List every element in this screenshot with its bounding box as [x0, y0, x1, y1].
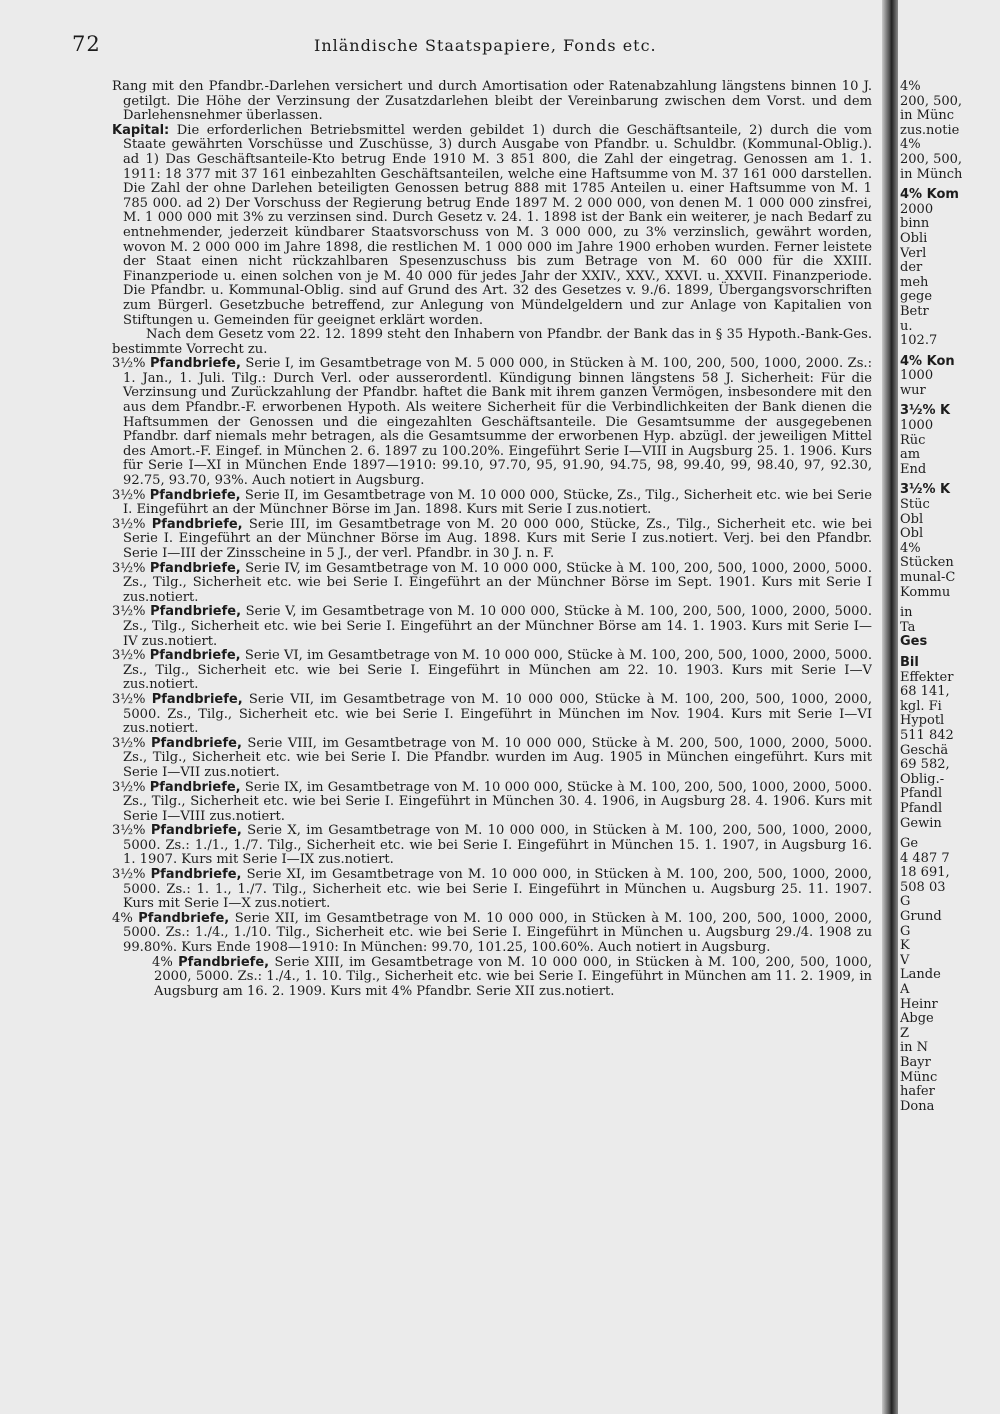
right-column-fragment: Stüc — [900, 497, 930, 513]
entry-title: Pfandbriefe, — [150, 823, 242, 839]
entry-rate: 3½% — [112, 356, 146, 372]
entry-text: Serie VII, im Gesamtbetrage von M. 10 000 000, Stücke à M. 100, 200, 500, 1000, 2000, 5000. Zs., Tilg., Sicherheit etc. wie bei Serie I. Eingeführt in München im Nov. 1904. Kurs mit Serie I—VI zus.notiert. — [123, 691, 872, 737]
pfandbrief-entries — [112, 357, 872, 955]
right-column-fragment: 200, 500, — [900, 93, 963, 109]
entry-rate: 3½% — [112, 823, 146, 839]
right-column-fragment: Gewin — [900, 815, 942, 831]
entry-title: Pfandbriefe, — [149, 487, 241, 503]
right-column-fragment: 4% — [900, 540, 921, 556]
page-header — [72, 32, 877, 68]
intro-paragraph: Rang mit den Pfandbr.-Darlehen versichert und durch Amortisation oder Ratenabzahlung längstens binnen 10 J. getilgt. Die Höhe der Verzinsung der Zusatzdarlehen bleibt der Vereinbarung zwischen dem Vorst. und dem Darlehensnehmer überlassen. — [112, 80, 872, 124]
right-column-fragment: wur — [900, 382, 926, 398]
right-column-fragment: Abge — [900, 1011, 934, 1027]
pfandbrief-entry — [112, 781, 872, 825]
entry-rate: 3½% — [112, 516, 146, 532]
running-title: Inländische Staatspapiere, Fonds etc. — [314, 36, 657, 55]
page-number: 72 — [72, 32, 101, 56]
right-column-fragment: 200, 500, — [900, 151, 963, 167]
right-column-fragment: Pfandl — [900, 800, 943, 816]
main-column — [112, 80, 872, 1404]
entry-title: Pfandbriefe, — [149, 356, 241, 372]
right-column-fragment: Obl — [900, 526, 924, 542]
right-column-fragment: Münc — [900, 1069, 938, 1085]
entry-text: Serie I, im Gesamtbetrage von M. 5 000 000, in Stücken à M. 100, 200, 500, 1000, 2000. Zs.: 1. Jan., 1. Juli. Tilg.: Durch Verl. oder ausserordentl. Kündigung binnen längstens 58 J. Sicherheit: Für die Verzinsung und Zurückzahlung der Pfandbr. haftet die Bank mit ihrem ganzen Vermögen, insbesondere mit den aus dem Pfandbr.-F. erworbenen Hypoth. Als weitere Sicherheit für die Verbindlichkeiten der Bank dienen die Haftsummen der Genossen und die eingezahlten Geschäftsanteile. Die Gesamtsumme der ausgegebenen Pfandbr. darf niemals mehr betragen, als die Gesamtsumme der erworbenen Hyp. abzügl. der jeweiligen Mittel des Amort.-F. Eingef. in München 2. 6. 1897 zu 100.20%. Eingeführt Serie I—VIII in Augsburg 25. 1. 1906. Kurs für Serie I—XI in München Ende 1897—1910: 99.10, 97.70, 95, 91.90, 94.75, 98, 99.40, 99, 98.40, 97, 92.30, 92.75, 93.70, 93%. Auch notiert in Augsburg. — [123, 356, 872, 489]
right-column-fragment: 69 582, — [900, 757, 950, 773]
pfandbrief-entry — [112, 737, 872, 781]
book-gutter — [882, 0, 898, 1414]
pfandbrief-entry — [112, 868, 872, 912]
entry-title: Pfandbriefe, — [150, 867, 242, 883]
right-column-fragment: in Münc — [900, 108, 954, 124]
right-column-fragment: Bil — [900, 654, 919, 670]
last-entry — [112, 956, 872, 1000]
right-column-fragment: 4% Kom — [900, 187, 959, 203]
right-column-fragment: Oblig.- — [900, 771, 945, 787]
entry-rate: 4% — [112, 910, 133, 926]
entry-title: Pfandbriefe, — [178, 954, 270, 970]
right-column-fragment: der — [900, 260, 923, 276]
right-column-fragment: zus.notie — [900, 122, 960, 138]
right-column-fragment: 4% Kon — [900, 353, 955, 369]
right-column-fragment: Ta — [900, 619, 916, 635]
right-column-fragment: Ge — [900, 836, 919, 852]
right-column-fragment: binn — [900, 216, 930, 232]
right-column-fragment: Ges — [900, 634, 928, 650]
right-column-fragment: 3½% K — [900, 403, 951, 419]
right-column-fragment: in Münch — [900, 166, 963, 182]
right-column-fragment: 1000 — [900, 368, 934, 384]
entry-text: Serie IV, im Gesamtbetrage von M. 10 000 000, Stücke à M. 100, 200, 500, 1000, 2000, 5000. Zs., Tilg., Sicherheit etc. wie bei Serie I. Eingeführt an der Münchner Börse im Sept. 1901. Kurs mit Serie I zus.notiert. — [123, 560, 872, 605]
right-column-fragment: meh — [900, 274, 929, 290]
entry-rate: 3½% — [112, 735, 146, 751]
right-column-fragment: Geschä — [900, 742, 949, 758]
gesetz-paragraph: Nach dem Gesetz vom 22. 12. 1899 steht den Inhabern von Pfandbr. der Bank das in § 35 Hypoth.-Bank-Ges. bestimmte Vorrecht zu. — [112, 327, 872, 357]
right-column-fragment: hafer — [900, 1084, 935, 1100]
entry-title: Pfandbriefe, — [151, 691, 243, 707]
pfandbrief-entry — [112, 518, 872, 562]
right-column-fragment: Rüc — [900, 432, 926, 448]
entry-title: Pfandbriefe, — [150, 604, 242, 620]
entry-title: Pfandbriefe, — [149, 779, 241, 795]
right-column-fragment: Lande — [900, 967, 941, 983]
right-column-fragment: kgl. Fi — [900, 698, 942, 714]
pfandbrief-entry — [112, 824, 872, 868]
entry-text: Serie XI, im Gesamtbetrage von M. 10 000 000, in Stücken à M. 100, 200, 500, 1000, 2000, 5000. Zs.: 1. 1., 1./7. Tilg., Sicherheit etc. wie bei Serie I. Eingeführt in München u. Augsburg 25. 11. 1907. Kurs mit Serie I—X zus.notiert. — [123, 867, 872, 912]
pfandbrief-entry — [112, 489, 872, 518]
right-column-fragment: 4% — [900, 137, 921, 153]
entry-rate: 4% — [152, 954, 173, 970]
entry-text: Serie XII, im Gesamtbetrage von M. 10 000 000, in Stücken à M. 100, 200, 500, 1000, 2000, 5000. Zs.: 1./4., 1./10. Tilg., Sicherheit etc. wie bei Serie I. Eingeführt in München u. Augsburg 29./4. 1908 zu 99.80%. Kurs Ende 1908—1910: In München: 99.70, 101.25, 100.60%. Auch notiert in Augsburg. — [123, 910, 872, 956]
right-column-fragment: 3½% K — [900, 482, 951, 498]
right-column-fragment: 511 842 — [900, 727, 954, 743]
right-column-fragment: am — [900, 447, 921, 463]
pfandbrief-entry — [112, 357, 872, 488]
right-column-fragment: 68 141, — [900, 684, 950, 700]
right-column-fragment: 2000 — [900, 201, 934, 217]
right-column-fragment: Heinr — [900, 996, 938, 1012]
kapital-label: Kapital: — [112, 122, 170, 138]
entry-text: Serie VIII, im Gesamtbetrage von M. 10 000 000, Stücke à M. 200, 500, 1000, 2000, 5000. Zs., Tilg., Sicherheit etc. wie bei Serie I. Die Pfandbr. wurden im Aug. 1905 in München eingeführt. Kurs mit Serie I—VII zus.notiert. — [123, 735, 872, 780]
entry-rate: 3½% — [112, 691, 146, 707]
right-column-fragment: in — [900, 605, 913, 621]
right-column-fragment: 4 487 7 — [900, 850, 950, 866]
right-column-fragment: 18 691, — [900, 865, 950, 881]
right-column-fragment: K — [900, 938, 910, 954]
entry-rate: 3½% — [112, 867, 146, 883]
entry-text: Serie VI, im Gesamtbetrage von M. 10 000 000, Stücke à M. 100, 200, 500, 1000, 2000, 5000. Zs., Tilg., Sicherheit etc. wie bei Serie I. Eingeführt in München am 22. 10. 1903. Kurs mit Serie I—V zus.notiert. — [123, 648, 872, 693]
right-column-fragment: A — [900, 982, 910, 998]
right-column-fragment: Bayr — [900, 1055, 931, 1070]
right-column-fragment: End — [900, 461, 927, 477]
right-column-fragment: Grund — [900, 909, 942, 925]
entry-text: Serie V, im Gesamtbetrage von M. 10 000 000, Stücke à M. 100, 200, 500, 1000, 2000, 5000. Zs., Tilg., Sicherheit etc. wie bei Serie I. Eingeführt an der Münchner Börse am 14. 1. 1903. Kurs mit Serie I—IV zus.notiert. — [123, 604, 872, 649]
pfandbrief-entry — [112, 649, 872, 693]
kapital-paragraph — [112, 124, 872, 328]
right-column-fragment: G — [900, 923, 911, 939]
right-column-fragment: Effekter — [900, 669, 954, 685]
right-column-fragment: u. — [900, 318, 913, 334]
pfandbrief-entry — [112, 693, 872, 737]
entry-title: Pfandbriefe, — [151, 516, 243, 532]
right-column-fragment: Stücken — [900, 555, 954, 571]
right-column-fragment: in N — [900, 1040, 929, 1056]
entry-text: Serie XIII, im Gesamtbetrage von M. 10 000 000, in Stücken à M. 100, 200, 500, 1000, 2000, 5000. Zs.: 1./4., 1. 10. Tilg., Sicherheit etc. wie bei Serie I. Eingeführt in München am 11. 2. 1909, in Augsburg am 16. 2. 1909. Kurs mit 4% Pfandbr. Serie XII zus.notiert. — [154, 954, 872, 999]
entry-title: Pfandbriefe, — [138, 910, 230, 926]
right-column-fragment: Obli — [900, 230, 928, 246]
entry-title: Pfandbriefe, — [149, 560, 241, 576]
right-column-fragment: Pfandl — [900, 786, 943, 802]
entry-text: Serie X, im Gesamtbetrage von M. 10 000 000, in Stücken à M. 100, 200, 500, 1000, 2000, 5000. Zs.: 1./1., 1./7. Tilg., Sicherheit etc. wie bei Serie I. Eingeführt in München 15. 1. 1907, in Augsburg 16. 1. 1907. Kurs mit Serie I—IX zus.notiert. — [123, 823, 872, 868]
entry-text: Serie III, im Gesamtbetrage von M. 20 000 000, Stücke, Zs., Tilg., Sicherheit etc. wie bei Serie I. Eingeführt an der Münchner Börse im Aug. 1898. Kurs mit Serie I zus.notiert. Verj. bei den Pfandbr. Serie I—III der Zinsscheine in 5 J., der verl. Pfandbr. in 30 J. n. F. — [123, 516, 872, 561]
right-column-fragment: 102.7 — [900, 333, 938, 349]
entry-rate: 3½% — [112, 560, 146, 576]
right-column-fragment: Hypotl — [900, 713, 945, 729]
right-column-fragment: Kommu — [900, 584, 951, 600]
pfandbrief-entry — [112, 912, 872, 956]
entry-text: Serie IX, im Gesamtbetrage von M. 10 000 000, Stücke à M. 100, 200, 500, 1000, 2000, 5000. Zs., Tilg., Sicherheit etc. wie bei Serie I. Eingeführt in München 30. 4. 1906, in Augsburg 28. 4. 1906. Kurs mit Serie I—VIII zus.notiert. — [123, 779, 872, 824]
pfandbrief-entry — [112, 562, 872, 606]
right-column-fragment: Z — [900, 1025, 910, 1041]
entry-rate: 3½% — [112, 604, 146, 620]
right-column-fragment: 508 03 — [900, 879, 946, 895]
right-column-fragment: gege — [900, 289, 933, 305]
right-column-fragment: Verl — [900, 245, 927, 261]
kapital-text: Die erforderlichen Betriebsmittel werden gebildet 1) durch die Geschäftsanteile, 2) durch die vom Staate gewährten Vorschüsse und Zuschüsse, 3) durch Ausgabe von Pfandbr. u. Schuldbr. (Kommunal-Oblig.). ad 1) Das Geschäftsanteile-Kto betrug Ende 1910 M. 3 851 800, die Zahl der eingetrag. Genossen am 1. 1. 1911: 18 377 mit 37 161 einbezahlten Geschäftsanteilen, welche eine Haftsumme von M. 37 161 000 darstellen. Die Zahl der ohne Darlehen beteiligten Genossen betrug 888 mit 1785 Anteilen u. einer Haftsumme von M. 1 785 000. ad 2) Der Vorschuss der Regierung betrug Ende 1897 M. 2 000 000, von denen M. 1 000 000 zinsfrei, M. 1 000 000 mit 3% zu verzinsen sind. Durch Gesetz v. 24. 1. 1898 ist der Bank ein weiterer, je nach Bedarf zu entnehmender, jederzeit kündbarer Staatsvorschuss von M. 3 000 000, zu 3% verzinslich, gewährt worden, wovon M. 2 000 000 im Jahre 1898, die restlichen M. 1 000 000 im Jahre 1900 erhoben wurden. Ferner leistete der Staat einen nicht rückzahlbaren Spesenzuschuss bis zum Betrage von M. 60 000 für die XXIII. Finanzperiode u. einen solchen von je M. 40 000 für jedes Jahr der XXIV., XXV., XXVI. u. XXVII. Finanzperiode. Die Pfandbr. u. Kommunal-Oblig. sind auf Grund des Art. 32 des Gesetzes v. 9./6. 1899, Übergangsvorschriften zum Bürgerl. Gesetzbuche betreffend, zur Anlegung von Mündelgeldern und zur Anlage von Kapitalien von Stiftungen u. Gemeinden für geeignet erklärt worden. — [123, 122, 872, 328]
entry-title: Pfandbriefe, — [150, 735, 242, 751]
entry-text: Serie II, im Gesamtbetrage von M. 10 000 000, Stücke, Zs., Tilg., Sicherheit etc. wie bei Serie I. Eingeführt an der Münchner Börse im Jan. 1898. Kurs mit Serie I zus.notiert. — [123, 487, 872, 518]
right-page-fragment — [900, 80, 1000, 1414]
right-column-fragment: 4% — [900, 80, 921, 94]
entry-rate: 3½% — [112, 487, 146, 503]
right-column-fragment: 1000 — [900, 418, 934, 434]
entry-rate: 3½% — [112, 648, 146, 664]
right-column-fragment: Betr — [900, 303, 929, 319]
entry-rate: 3½% — [112, 779, 146, 795]
right-column-fragment: Obl — [900, 511, 924, 527]
right-column-fragment: Dona — [900, 1098, 935, 1114]
right-column-fragment: V — [900, 952, 910, 968]
pfandbrief-entry — [112, 605, 872, 649]
entry-title: Pfandbriefe, — [149, 648, 241, 664]
right-column-fragment: munal-C — [900, 570, 956, 585]
right-column-fragment: G — [900, 894, 911, 910]
